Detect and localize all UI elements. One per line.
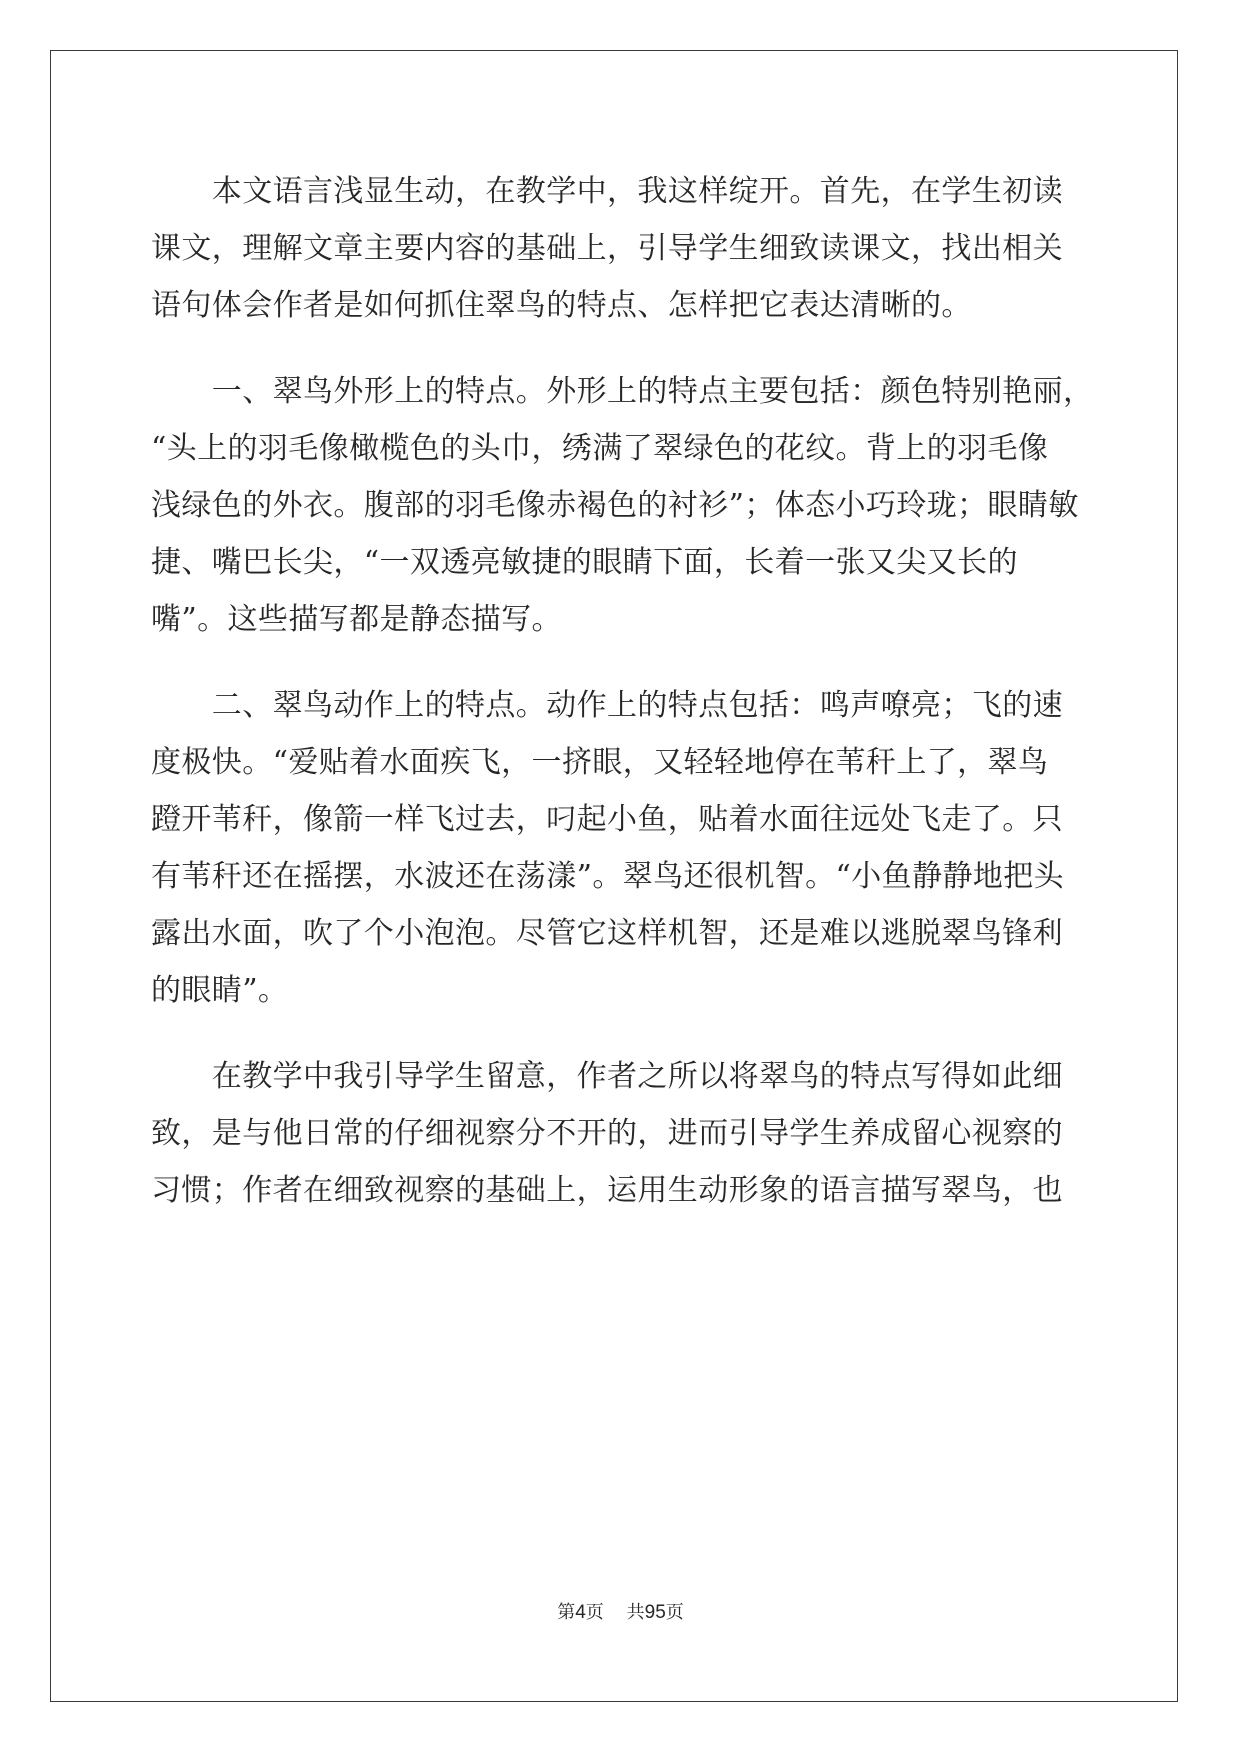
text-line: 课文，理解文章主要内容的基础上，引导学生细致读课文，找出相关 bbox=[151, 231, 1063, 266]
paragraph bbox=[151, 163, 1087, 334]
text-line: 语句体会作者是如何抓住翠鸟的特点、怎样把它表达清晰的。 bbox=[151, 288, 972, 323]
document-body bbox=[151, 163, 1094, 1219]
text-line: 在教学中我引导学生留意，作者之所以将翠鸟的特点写得如此细 bbox=[151, 1059, 1063, 1094]
page-number: 4 bbox=[575, 1602, 586, 1623]
text-line: 本文语言浅显生动，在教学中，我这样绽开。首先，在学生初读 bbox=[151, 174, 1063, 209]
text-line: 致，是与他日常的仔细视察分不开的，进而引导学生养成留心视察的 bbox=[151, 1116, 1063, 1151]
text-line: 二、翠鸟动作上的特点。动作上的特点包括：鸣声嘹亮；飞的速 bbox=[151, 688, 1063, 723]
page-suffix: 页 bbox=[585, 1602, 604, 1623]
paragraph-gap bbox=[151, 1019, 1087, 1048]
total-prefix: 共 bbox=[626, 1602, 645, 1623]
page-footer bbox=[0, 1601, 1241, 1625]
text-line: 蹬开苇秆，像箭一样飞过去，叼起小鱼，贴着水面往远处飞走了。只 bbox=[151, 802, 1063, 837]
paragraph bbox=[151, 1048, 1087, 1219]
text-line: 度极快。“爱贴着水面疾飞，一挤眼，又轻轻地停在苇秆上了，翠鸟 bbox=[151, 745, 1049, 780]
text-line: 嘴”。这些描写都是静态描写。 bbox=[151, 602, 562, 637]
paragraph bbox=[151, 677, 1087, 1019]
page-prefix: 第 bbox=[557, 1602, 576, 1623]
footer-spacer bbox=[604, 1602, 627, 1623]
text-line: 浅绿色的外衣。腹部的羽毛像赤褐色的衬衫”；体态小巧玲珑；眼睛敏 bbox=[151, 488, 1079, 523]
text-line: 习惯；作者在细致视察的基础上，运用生动形象的语言描写翠鸟，也 bbox=[151, 1173, 1063, 1208]
total-pages: 95 bbox=[644, 1602, 666, 1623]
text-line: 的眼睛”。 bbox=[151, 973, 289, 1008]
paragraph bbox=[151, 363, 1094, 648]
paragraph-gap bbox=[151, 334, 1087, 363]
text-line: 露出水面，吹了个小泡泡。尽管它这样机智，还是难以逃脱翠鸟锋利 bbox=[151, 916, 1063, 951]
text-line: “头上的羽毛像橄榄色的头巾，绣满了翠绿色的花纹。背上的羽毛像 bbox=[151, 431, 1049, 466]
text-line: 捷、嘴巴长尖，“一双透亮敏捷的眼睛下面，长着一张又尖又长的 bbox=[151, 545, 1018, 580]
text-line: 一、翠鸟外形上的特点。外形上的特点主要包括：颜色特别艳丽， bbox=[151, 374, 1094, 409]
total-suffix: 页 bbox=[665, 1602, 684, 1623]
text-line: 有苇秆还在摇摆，水波还在荡漾”。翠鸟还很机智。“小鱼静静地把头 bbox=[151, 859, 1065, 894]
paragraph-gap bbox=[151, 648, 1087, 677]
